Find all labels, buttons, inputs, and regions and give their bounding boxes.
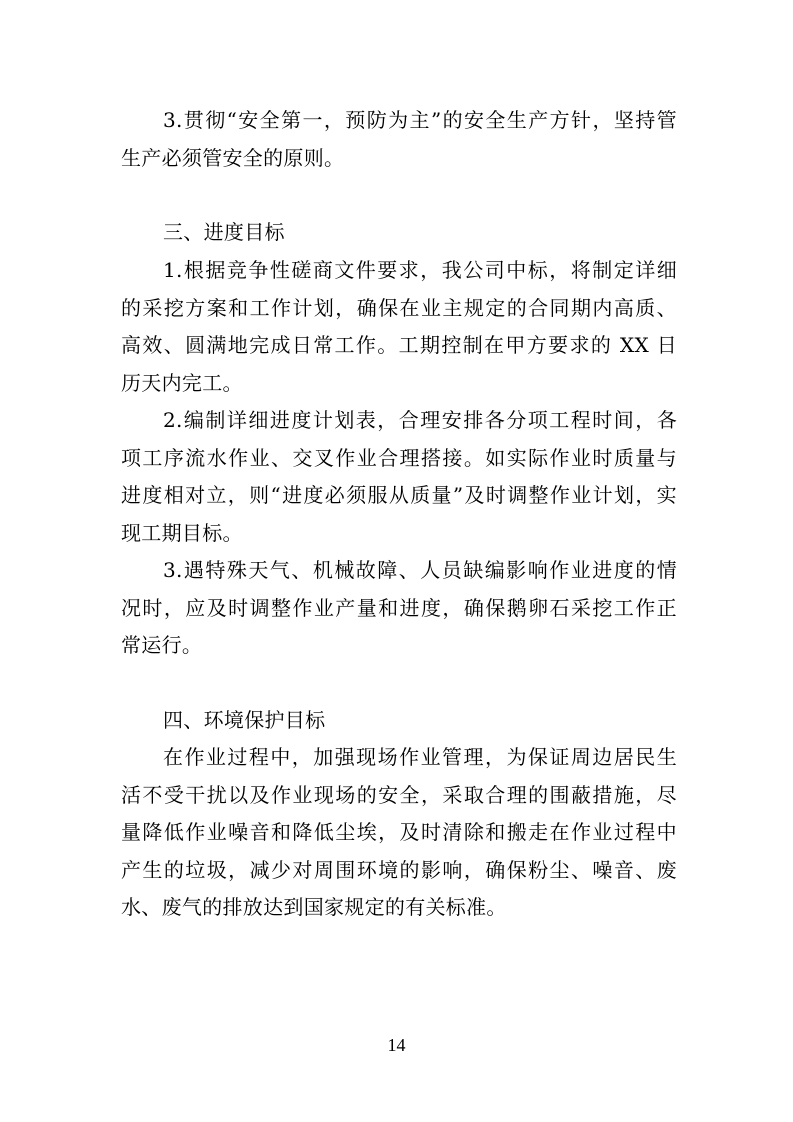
paragraph-line: 3.遇特殊天气、机械故障、人员缺编影响作业进度的情 [163,558,677,582]
paragraph-line: 量降低作业噪音和降低尘埃，及时清除和搬走在作业过程中 [121,820,677,844]
paragraph-line: 进度相对立，则“进度必须服从质量”及时调整作业计划，实 [121,483,677,507]
paragraph-line: 在作业过程中，加强现场作业管理，为保证周边居民生 [163,745,677,769]
section-heading: 四、环境保护目标 [163,708,326,732]
page-number: 14 [387,1035,406,1055]
paragraph-line: 历天内完工。 [121,371,243,395]
paragraph-line: 3.贯彻“安全第一，预防为主”的安全生产方针，坚持管 [163,108,677,132]
section-heading: 三、进度目标 [163,220,285,244]
paragraph-line: 生产必须管安全的原则。 [121,146,345,170]
paragraph-line: 现工期目标。 [121,521,243,545]
paragraph-line: 的采挖方案和工作计划，确保在业主规定的合同期内高质、 [121,296,677,320]
paragraph-line: 项工序流水作业、交叉作业合理搭接。如实际作业时质量与 [121,446,677,470]
paragraph-line: 1.根据竞争性磋商文件要求，我公司中标，将制定详细 [163,258,677,282]
paragraph-line: 活不受干扰以及作业现场的安全，采取合理的围蔽措施，尽 [121,783,677,807]
paragraph-line: 高效、圆满地完成日常工作。工期控制在甲方要求的 XX 日 [121,333,677,357]
paragraph-line: 常运行。 [121,633,203,657]
paragraph-line: 产生的垃圾，减少对周围环境的影响，确保粉尘、噪音、废 [121,858,677,882]
paragraph-line: 2.编制详细进度计划表，合理安排各分项工程时间，各 [163,408,677,432]
paragraph-line: 水、废气的排放达到国家规定的有关标准。 [121,895,507,919]
paragraph-line: 况时，应及时调整作业产量和进度，确保鹅卵石采挖工作正 [121,596,677,620]
